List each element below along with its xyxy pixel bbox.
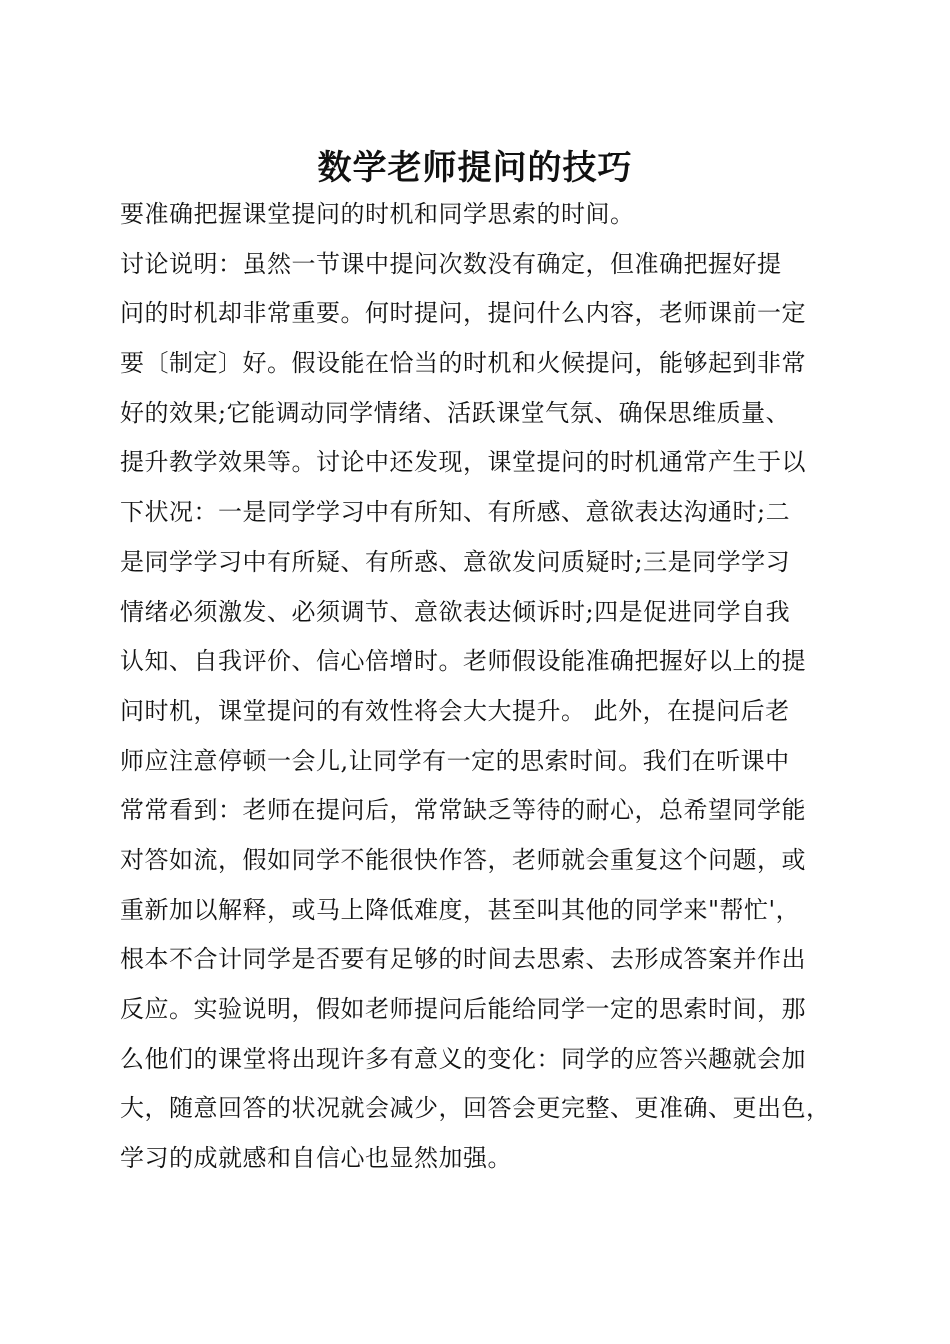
- body-line: 是同学学习中有所疑、有所惑、意欲发问质疑时;三是同学学习: [120, 547, 791, 576]
- body-line: 提升教学效果等。讨论中还发现，课堂提问的时机通常产生于以: [120, 448, 806, 477]
- body-line: 下状况：一是同学学习中有所知、有所感、意欲表达沟通时;二: [120, 498, 791, 527]
- body-line: 问时机，课堂提问的有效性将会大大提升。 此外，在提问后老: [120, 696, 790, 725]
- body-line: 讨论说明：虽然一节课中提问次数没有确定，但准确把握好提: [120, 249, 782, 278]
- body-line: 要〔制定〕好。假设能在恰当的时机和火候提问，能够起到非常: [120, 349, 806, 378]
- body-line: 常常看到：老师在提问后，常常缺乏等待的耐心，总希望同学能: [120, 796, 806, 825]
- body-line: 大，随意回答的状况就会减少，回答会更完整、更准确、更出色，: [120, 1094, 831, 1123]
- body-line: 反应。实验说明，假如老师提问后能给同学一定的思索时间，那: [120, 995, 806, 1023]
- body-line: 认知、自我评价、信心倍增时。老师假设能准确把握好以上的提: [120, 647, 806, 676]
- body-line: 情绪必须激发、必须调节、意欲表达倾诉时;四是促进同学自我: [120, 597, 791, 626]
- body-line: 师应注意停顿一会儿,让同学有一定的思索时间。我们在听课中: [120, 746, 790, 775]
- body-line: 要准确把握课堂提问的时机和同学思索的时间。: [120, 200, 635, 228]
- body-line: 对答如流，假如同学不能很快作答，老师就会重复这个问题，或: [120, 845, 806, 874]
- body-line: 重新加以解释，或马上降低难度，甚至叫其他的同学来"帮忙'，: [120, 895, 801, 924]
- document-title: 数学老师提问的技巧: [317, 148, 633, 188]
- body-line: 根本不合计同学是否要有足够的时间去思索、去形成答案并作出: [120, 945, 806, 974]
- body-line: 么他们的课堂将出现许多有意义的变化：同学的应答兴趣就会加: [120, 1044, 806, 1073]
- body-line: 好的效果;它能调动同学情绪、活跃课堂气氛、确保思维质量、: [120, 398, 791, 427]
- document-body: [120, 190, 850, 1184]
- body-line: 问的时机却非常重要。何时提问，提问什么内容，老师课前一定: [120, 299, 806, 328]
- body-line: 学习的成就感和自信心也显然加强。: [120, 1144, 512, 1173]
